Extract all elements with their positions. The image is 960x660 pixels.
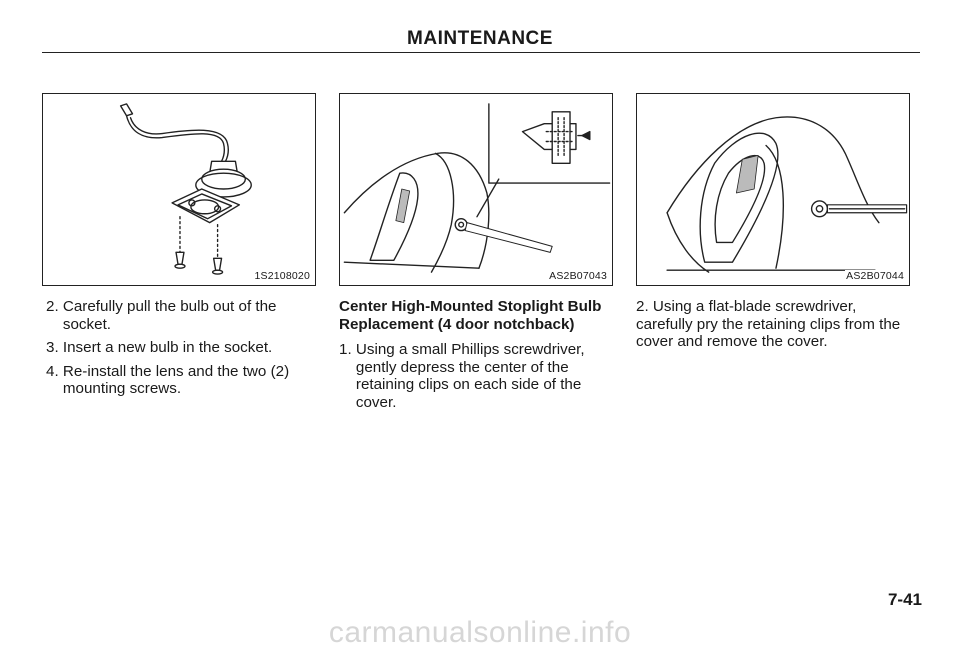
page-number: 7-41 bbox=[887, 590, 922, 609]
figure-stoplight-pry bbox=[636, 93, 910, 286]
watermark: carmanualsonline.info bbox=[328, 616, 632, 649]
step-1 bbox=[339, 341, 621, 411]
figure-code: 1S2108020 bbox=[254, 270, 310, 282]
figure-code: AS2B07044 bbox=[846, 270, 904, 282]
step-text: Insert a new bulb in the socket. bbox=[62, 339, 273, 356]
step-text: Using a small Phillips screwdriver, gently depress the center of the retaining clips on each side of the cover. bbox=[355, 341, 585, 411]
figure-code: AS2B07043 bbox=[549, 270, 607, 282]
bulb-socket-illustration bbox=[43, 94, 315, 285]
stoplight-clip-illustration bbox=[340, 94, 612, 285]
step-number: 1. bbox=[339, 341, 356, 358]
figure-bulb-socket bbox=[42, 93, 316, 286]
section-heading: Center High-Mounted Stoplight Bulb Replacement (4 door notchback) bbox=[339, 298, 602, 333]
column-1-steps bbox=[46, 298, 310, 404]
step-3 bbox=[46, 339, 310, 357]
header-divider bbox=[42, 52, 920, 53]
column-2-section bbox=[339, 298, 621, 417]
figure-stoplight-clip bbox=[339, 93, 613, 286]
step-4 bbox=[46, 363, 310, 398]
step-number: 4. bbox=[46, 362, 63, 380]
stoplight-pry-illustration bbox=[637, 94, 909, 285]
step-text: Re-install the lens and the two (2) mounting screws. bbox=[62, 362, 290, 397]
step-text: Carefully pull the bulb out of the socket. bbox=[62, 298, 277, 333]
step-number: 3. bbox=[46, 339, 63, 356]
page-title: MAINTENANCE bbox=[407, 28, 553, 49]
step-number: 2. bbox=[46, 298, 63, 315]
step-2 bbox=[46, 298, 310, 333]
step-2-paragraph: 2. Using a flat-blade screwdriver, carefully pry the retaining clips from the cover and remove the cover. bbox=[636, 298, 901, 350]
column-3-text bbox=[636, 298, 916, 351]
